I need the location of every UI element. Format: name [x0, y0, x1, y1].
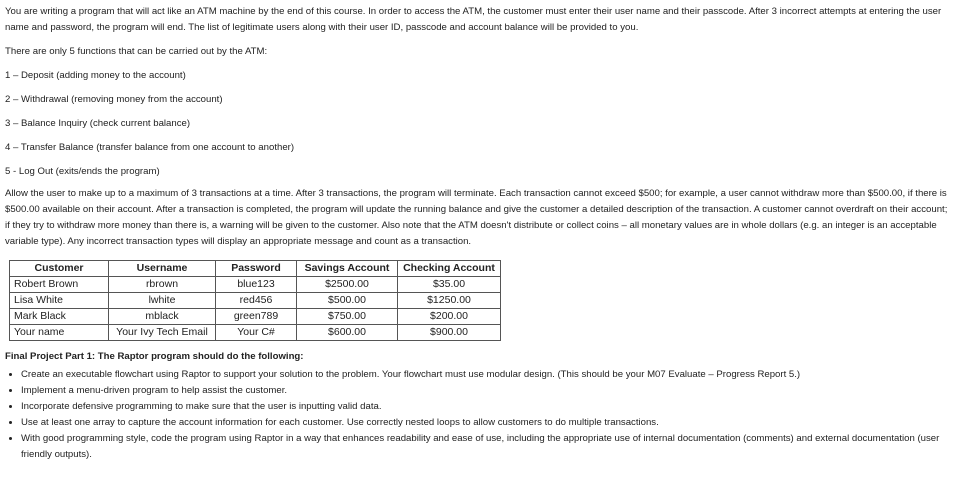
cell-password: red456	[216, 293, 297, 309]
cell-password: blue123	[216, 277, 297, 293]
cell-username: lwhite	[109, 293, 216, 309]
function-item-balance-inquiry: 3 – Balance Inquiry (check current balance)	[5, 118, 191, 129]
column-header-savings: Savings Account	[297, 261, 398, 277]
function-item-deposit: 1 – Deposit (adding money to the account)	[5, 70, 186, 81]
list-item: • Use at least one array to capture the account information for each customer. Use correctly nested loops to allow customers to do multiple transactions.	[21, 415, 953, 431]
column-header-password: Password	[216, 261, 297, 277]
function-item-transfer-balance: 4 – Transfer Balance (transfer balance from one account to another)	[5, 142, 295, 153]
cell-checking: $900.00	[398, 325, 501, 341]
cell-savings: $750.00	[297, 309, 398, 325]
table-row	[10, 309, 501, 325]
cell-username: mblack	[109, 309, 216, 325]
cell-customer: Your name	[10, 325, 109, 341]
column-header-username: Username	[109, 261, 216, 277]
requirements-list	[5, 367, 953, 463]
table-row	[10, 293, 501, 309]
table-header-row	[10, 261, 501, 277]
cell-customer: Robert Brown	[10, 277, 109, 293]
column-header-checking: Checking Account	[398, 261, 501, 277]
list-item: • Implement a menu-driven program to help assist the customer.	[21, 383, 953, 399]
table-row	[10, 325, 501, 341]
rules-paragraph: Allow the user to make up to a maximum of 3 transactions at a time. After 3 transactions, the program will terminate. Each transaction cannot exceed $500; for example, a user cannot withdraw more than $500.00, if there is $500.00 available on their account. After a transaction is completed, the program will update the running balance and give the customer a detailed description of the transaction. A customer cannot overdraft on their account; if they try to withdraw more money than there is, a warning will be given to the customer. Also note that the ATM doesn't distribute or collect coins – all monetary values are in whole dollars (e.g. an integer is an acceptable variable type). Any incorrect transaction types will display an appropriate message and count as a transaction.	[5, 188, 948, 247]
cell-username: Your Ivy Tech Email	[109, 325, 216, 341]
intro-paragraph: You are writing a program that will act like an ATM machine by the end of this course. In order to access the ATM, the customer must enter their user name and their passcode. After 3 incorrect attempts at entering the user name and password, the program will end. The list of legitimate users along with their user ID, passcode and account balance will be provided to you.	[5, 6, 942, 33]
cell-checking: $35.00	[398, 277, 501, 293]
list-item: • Incorporate defensive programming to make sure that the user is inputting valid data.	[21, 399, 953, 415]
cell-password: Your C#	[216, 325, 297, 341]
cell-password: green789	[216, 309, 297, 325]
cell-username: rbrown	[109, 277, 216, 293]
cell-savings: $500.00	[297, 293, 398, 309]
functions-intro: There are only 5 functions that can be carried out by the ATM:	[5, 46, 268, 57]
list-item: • With good programming style, code the program using Raptor in a way that enhances readability and ease of use, including the appropriate use of internal documentation (comments) and external documentation (user friendly outputs).	[21, 431, 953, 463]
function-item-withdrawal: 2 – Withdrawal (removing money from the account)	[5, 94, 223, 105]
cell-savings: $2500.00	[297, 277, 398, 293]
table-row	[10, 277, 501, 293]
final-project-heading: Final Project Part 1: The Raptor program should do the following:	[5, 351, 304, 362]
accounts-table	[9, 260, 501, 341]
cell-customer: Mark Black	[10, 309, 109, 325]
cell-customer: Lisa White	[10, 293, 109, 309]
column-header-customer: Customer	[10, 261, 109, 277]
function-item-log-out: 5 - Log Out (exits/ends the program)	[5, 166, 160, 177]
cell-checking: $1250.00	[398, 293, 501, 309]
cell-savings: $600.00	[297, 325, 398, 341]
list-item: • Create an executable flowchart using Raptor to support your solution to the problem. Your flowchart must use modular design. (This should be your M07 Evaluate – Progress Report 5.)	[21, 367, 953, 383]
functions-list	[5, 64, 953, 184]
cell-checking: $200.00	[398, 309, 501, 325]
